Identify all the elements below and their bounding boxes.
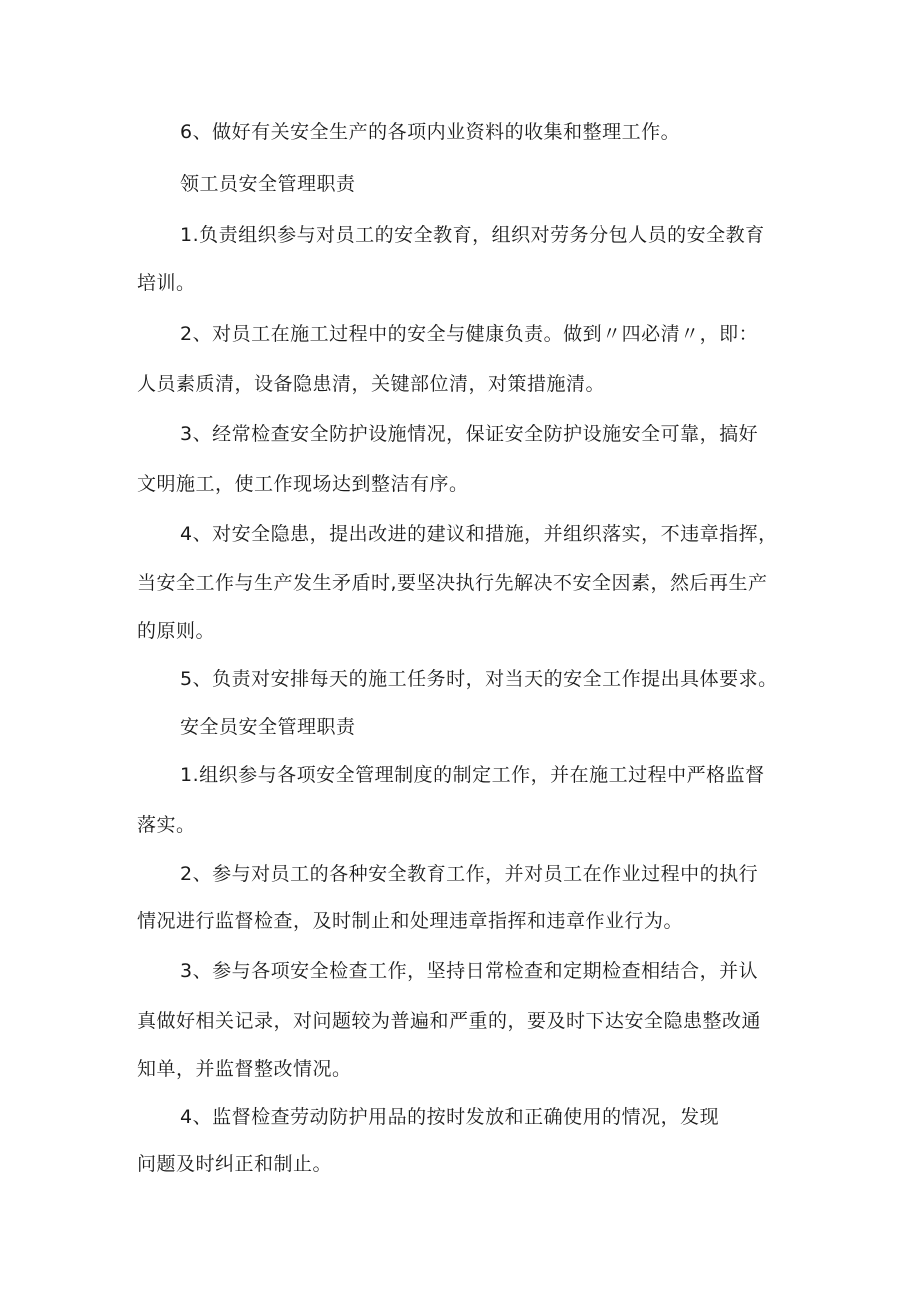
- officer-item-1-line-2: 落实。: [137, 814, 196, 836]
- paragraph-item-6: 6、做好有关安全生产的各项内业资料的收集和整理工作。: [180, 121, 681, 143]
- foreman-item-4-line-2: 当安全工作与生产发生矛盾时,要坚决执行先解决不安全因素，然后再生产: [137, 572, 768, 594]
- foreman-item-1-line-2: 培训。: [137, 272, 196, 294]
- foreman-item-2-line-1: 2、对员工在施工过程中的安全与健康负责。做到〃四必清〃，即：: [180, 323, 759, 345]
- officer-item-3-line-3: 知单，并监督整改情况。: [137, 1058, 352, 1080]
- officer-item-3-line-1: 3、参与各项安全检查工作，坚持日常检查和定期检查相结合，并认: [180, 960, 759, 982]
- officer-item-2-line-2: 情况进行监督检查，及时制止和处理违章指挥和违章作业行为。: [137, 910, 684, 932]
- officer-item-1-line-1: 1.组织参与各项安全管理制度的制定工作，并在施工过程中严格监督: [180, 764, 765, 786]
- officer-item-2-line-1: 2、参与对员工的各种安全教育工作，并对员工在作业过程中的执行: [180, 863, 759, 885]
- officer-item-4-line-1: 4、监督检查劳动防护用品的按时发放和正确使用的情况，发现: [180, 1106, 720, 1128]
- foreman-item-4-line-3: 的原则。: [137, 620, 216, 642]
- foreman-item-4-line-1: 4、对安全隐患，提出改进的建议和措施，并组织落实，不违章指挥，: [180, 523, 778, 545]
- officer-item-3-line-2: 真做好相关记录，对问题较为普遍和严重的，要及时下达安全隐患整改通: [137, 1010, 762, 1032]
- foreman-item-2-line-2: 人员素质清，设备隐患清，关键部位清，对策措施清。: [137, 373, 606, 395]
- foreman-item-5: 5、负责对安排每天的施工任务时，对当天的安全工作提出具体要求。: [180, 668, 778, 690]
- foreman-item-1-line-1: 1.负责组织参与对员工的安全教育，组织对劳务分包人员的安全教育: [180, 224, 765, 246]
- foreman-item-3-line-2: 文明施工，使工作现场达到整洁有序。: [137, 473, 469, 495]
- section-heading-safety-officer: 安全员安全管理职责: [180, 716, 356, 738]
- foreman-item-3-line-1: 3、经常检查安全防护设施情况，保证安全防护设施安全可靠，搞好: [180, 423, 759, 445]
- section-heading-foreman: 领工员安全管理职责: [180, 173, 356, 195]
- officer-item-4-line-2: 问题及时纠正和制止。: [137, 1153, 333, 1175]
